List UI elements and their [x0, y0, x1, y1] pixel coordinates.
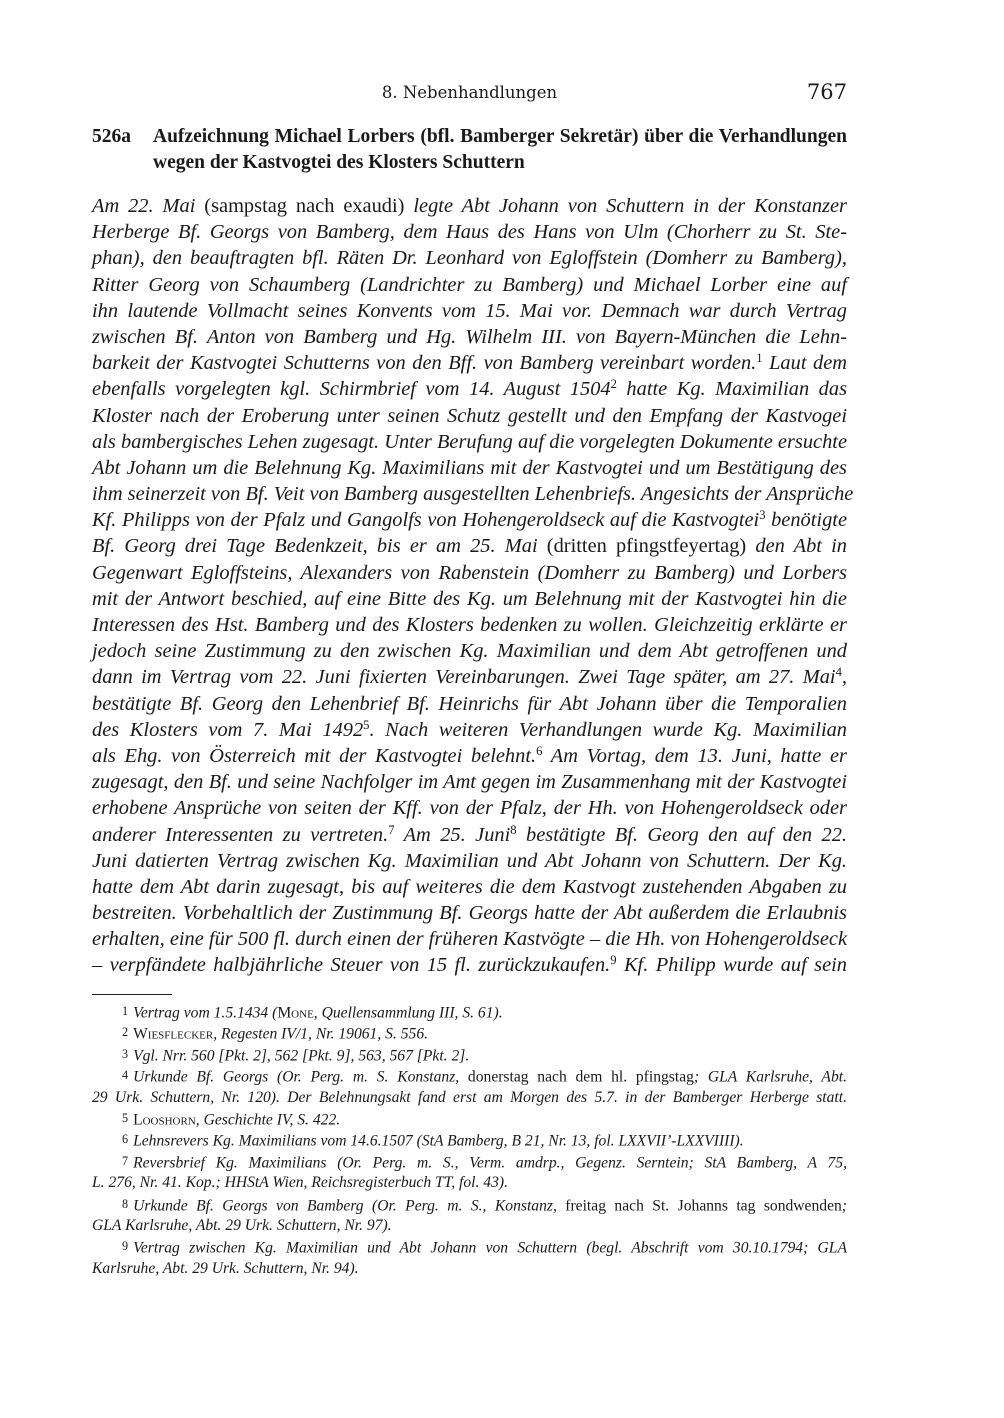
body-segment: ihm seinerzeit von Bf. Veit von Bamberg ausgestellten Lehenbriefs. Angesichts der Ansprüche: [92, 483, 854, 506]
footnote-segment: ;: [841, 1196, 847, 1214]
footnote-segment: Karlsruhe, Abt. 29 Urk. Schuttern, Nr. 94).: [92, 1259, 359, 1277]
body-segment: bestreiten. Vorbehaltlich der Zustimmung Bf. Georgs hatte der Abt außerdem die Erlaubnis: [92, 902, 847, 925]
body-line: [92, 900, 847, 926]
footnote-segment: GLA Karlsruhe, Abt. 29 Urk. Schuttern, Nr. 97).: [92, 1216, 392, 1234]
body-segment: als bambergisches Lehen zugesagt. Unter Berufung auf die vorgelegten Dokumente ersuchte: [92, 430, 847, 453]
footnote-segment: Urkunde Bf. Georgs (Or. Perg. m. S. Konstanz,: [133, 1068, 468, 1086]
body-segment: ebenfalls vorgelegten kgl. Schirmbrief vom 14. August 1504: [92, 378, 611, 401]
footnote-segment: donerstag nach dem hl. pfingstag: [467, 1068, 694, 1086]
body-line: [92, 691, 847, 717]
footnote-line: [92, 1236, 847, 1257]
body-line: [92, 533, 847, 559]
body-segment: phan), den beauftragten bfl. Räten Dr. Leonhard von Egloffstein (Domherr zu Bamberg),: [92, 247, 847, 270]
body-segment: erhobene Ansprüche von seiten der Kff. von der Pfalz, der Hh. von Hohengeroldseck oder: [92, 797, 847, 820]
body-segment: Interessen des Hst. Bamberg und des Klosters bedenken zu wollen. Gleichzeitig erklärte er: [92, 614, 847, 636]
footnote-number: 8: [122, 1196, 129, 1211]
body-segment: (sampstag nach exaudi): [204, 195, 414, 217]
footnote-segment: , Regesten IV/1, Nr. 19061, S. 556.: [213, 1025, 429, 1043]
body-segment: legte Abt Johann von Schuttern in der Konstanzer: [413, 195, 847, 217]
body-segment: jedoch seine Zustimmung zu den zwischen Kg. Maximilian und dem Abt getroffenen und: [92, 640, 847, 663]
body-segment: – verpfändete halbjährliche Steuer von 15 fl. zurückzukaufen.: [92, 954, 611, 977]
body-segment: Ritter Georg von Schaumberg (Landrichter zu Bamberg) und Michael Lorber eine auf: [92, 273, 847, 296]
footnote-number: 9: [122, 1239, 129, 1254]
body-line: [92, 219, 847, 245]
body-line: [92, 455, 847, 481]
author-name: Looshorn: [133, 1111, 196, 1129]
body-segment: Herberge Bf. Georgs von Bamberg, dem Haus des Hans von Ulm (Chorherr zu St. Ste-: [92, 221, 847, 244]
body-line: [92, 848, 847, 874]
body-line: [92, 769, 847, 795]
body-segment: Gegenwart Egloffsteins, Alexanders von Rabenstein (Domherr zu Bamberg) und Lorbers: [92, 561, 847, 584]
body-line: [92, 638, 847, 664]
body-line: [92, 429, 847, 455]
body-segment: hatte dem Abt darin zugesagt, bis auf weiteres die dem Kastvogt zustehenden Abgaben zu: [92, 875, 847, 898]
body-segment: Am 25. Juni: [394, 823, 511, 846]
body-line: [92, 952, 847, 978]
footnote-line: [92, 1065, 847, 1086]
footnote-number: 2: [122, 1025, 129, 1040]
footnote-segment: , Quellensammlung III, S. 61).: [313, 1004, 503, 1022]
body-line: [92, 743, 847, 769]
footnote-ref: 3: [759, 508, 766, 523]
footnote-rule: [92, 994, 172, 995]
footnote-segment: ; GLA Karlsruhe, Abt.: [693, 1068, 847, 1086]
footnote-segment: 29 Urk. Schuttern, Nr. 120). Der Belehnungsakt fand erst am Morgen des 5.7. in der Bamberger Herberge statt.: [92, 1088, 847, 1106]
footnote-ref: 4: [835, 665, 842, 680]
body-segment: Bf. Georg drei Tage Bedenkzeit, bis er am 25. Mai: [92, 535, 547, 558]
body-segment: als Ehg. von Österreich mit der Kastvogtei belehnt.: [92, 744, 537, 767]
footnote-ref: 2: [610, 377, 617, 392]
body-line: [92, 507, 847, 533]
footnote-ref: 5: [363, 717, 370, 732]
footnote-number: 3: [122, 1046, 129, 1061]
body-segment: ,: [841, 666, 847, 689]
body-segment: hatte Kg. Maximilian das: [616, 378, 848, 401]
footnote-segment: Reversbrief Kg. Maximilians (Or. Perg. m. S., Verm. amdrp., Gegenz. Serntein; StA Bamberg, A 75,: [133, 1154, 847, 1172]
running-head: [92, 80, 847, 108]
body-line: [92, 272, 847, 298]
footnote-number: 1: [122, 1004, 129, 1018]
running-head-section: 8. Nebenhandlungen: [381, 83, 558, 102]
body-line: [92, 376, 847, 402]
footnote-line: [92, 1129, 847, 1150]
body-line: [92, 612, 847, 638]
body-segment: (dritten pfingstfeyertag): [546, 535, 756, 558]
footnote-line: [92, 1001, 847, 1022]
body-segment: Kloster nach der Eroberung unter seinen Schutz gestellt und den Empfang der Kastvogei: [92, 404, 847, 427]
footnote-segment: L. 276, Nr. 41. Kop.; HHStA Wien, Reichsregisterbuch TT, fol. 43).: [92, 1174, 508, 1192]
footnote-ref: 7: [388, 822, 395, 837]
footnote-number: 5: [122, 1110, 129, 1125]
body-segment: Abt Johann um die Belehnung Kg. Maximilians mit der Kastvogtei und um Bestätigung des: [92, 456, 847, 479]
footnote-line: [92, 1108, 847, 1129]
footnote-line: [92, 1151, 847, 1172]
document-number: 526a: [92, 126, 131, 147]
body-segment: Laut dem: [762, 352, 847, 375]
body-segment: bestätigte Bf. Georg den auf den 22.: [516, 823, 847, 846]
body-segment: bestätigte Bf. Georg den Lehenbrief Bf. Heinrichs für Abt Johann über die Temporalien: [92, 692, 847, 715]
footnote-number: 6: [122, 1132, 129, 1147]
body-segment: ihn lautende Vollmacht seines Konvents vom 15. Mai vor. Demnach war durch Vertrag: [92, 299, 847, 322]
body-line: [92, 298, 847, 324]
footnote-segment: , Geschichte IV, S. 422.: [195, 1111, 341, 1129]
body-line: [92, 403, 847, 429]
footnote-segment: Vertrag zwischen Kg. Maximilian und Abt Johann von Schuttern (begl. Abschrift vom 30.10.1794; GLA: [133, 1239, 847, 1257]
footnote-line: [92, 1215, 847, 1236]
footnote-ref: 6: [536, 743, 543, 758]
body-line: [92, 560, 847, 586]
body-segment: anderer Interessenten zu vertreten.: [92, 823, 389, 846]
body-segment: des Klosters vom 7. Mai 1492: [92, 718, 364, 741]
footnote-line: [92, 1022, 847, 1043]
body-line: [92, 874, 847, 900]
body-segment: . Nach weiteren Verhandlungen wurde Kg. Maximilian: [369, 718, 847, 741]
body-segment: zwischen Bf. Anton von Bamberg und Hg. Wilhelm III. von Bayern-München die Lehn-: [92, 325, 847, 348]
footnotes: [92, 1001, 847, 1279]
body-line: [92, 481, 854, 507]
body-segment: Kf. Philipps von der Pfalz und Gangolfs von Hohengeroldseck auf die Kastvogtei: [92, 509, 760, 532]
body-line: [92, 245, 847, 271]
body-line: [92, 664, 847, 690]
footnote-segment: Lehnsrevers Kg. Maximilians vom 14.6.1507 (StA Bamberg, B 21, Nr. 13, fol. LXXVII’-LXXVIIII).: [133, 1132, 744, 1150]
body-line: [92, 795, 847, 821]
body-segment: dann im Vertrag vom 22. Juni fixierten Vereinbarungen. Zwei Tage später, am 27. Mai: [92, 666, 836, 689]
body-line: [92, 822, 847, 848]
body-segment: Juni datierten Vertrag zwischen Kg. Maximilian und Abt Johann von Schuttern. Der Kg.: [92, 849, 847, 872]
footnote-ref: 9: [610, 953, 617, 968]
footnote-segment: Vertrag vom 1.5.1434 (: [133, 1004, 278, 1022]
body-segment: erhalten, eine für 500 fl. durch einen der früheren Kastvögte – die Hh. von Hohengeroldseck: [92, 928, 847, 951]
body-line: [92, 193, 847, 219]
body-line: [92, 586, 847, 612]
footnote-number: 4: [122, 1068, 129, 1083]
body-text: [92, 193, 854, 979]
body-line: [92, 350, 847, 376]
footnote-segment: freitag nach St. Johanns tag sondwenden: [565, 1196, 842, 1214]
footnote-line: [92, 1087, 847, 1108]
body-segment: benötigte: [765, 509, 847, 532]
footnote-line: [92, 1194, 847, 1215]
body-segment: Am 22. Mai: [92, 195, 205, 217]
author-name: Mone: [277, 1004, 314, 1022]
body-line: [92, 717, 847, 743]
body-segment: mit der Antwort beschied, auf eine Bitte des Kg. um Belehnung mit der Kastvogtei hin die: [92, 587, 847, 610]
document-heading: [92, 124, 847, 176]
footnote-line: [92, 1044, 847, 1065]
body-segment: zugesagt, den Bf. und seine Nachfolger im Amt gegen im Zusammenhang mit der Kastvogtei: [92, 771, 847, 794]
footnote-segment: Urkunde Bf. Georgs von Bamberg (Or. Perg. m. S., Konstanz,: [133, 1196, 566, 1214]
body-segment: barkeit der Kastvogtei Schutterns von den Bff. von Bamberg vereinbart worden.: [92, 352, 757, 375]
footnote-line: [92, 1172, 847, 1193]
footnote-segment: Vgl. Nrr. 560 [Pkt. 2], 562 [Pkt. 9], 563, 567 [Pkt. 2].: [133, 1047, 470, 1065]
document-title: Aufzeichnung Michael Lorbers (bfl. Bamberger Sekretär) über die Verhandlungen wegen der Kastvogtei des Klosters Schuttern: [153, 126, 847, 173]
body-line: [92, 926, 847, 952]
footnote-number: 7: [122, 1153, 129, 1168]
page-number: 767: [806, 80, 847, 104]
body-segment: Am Vortag, dem 13. Juni, hatte er: [542, 744, 847, 767]
footnote-ref: 8: [510, 822, 517, 837]
author-name: Wiesflecker: [133, 1025, 214, 1043]
body-segment: Kf. Philipp wurde auf sein: [616, 954, 847, 977]
footnote-ref: 1: [756, 351, 763, 366]
body-segment: den Abt in: [755, 535, 847, 558]
body-line: [92, 324, 847, 350]
footnote-line: [92, 1258, 847, 1279]
